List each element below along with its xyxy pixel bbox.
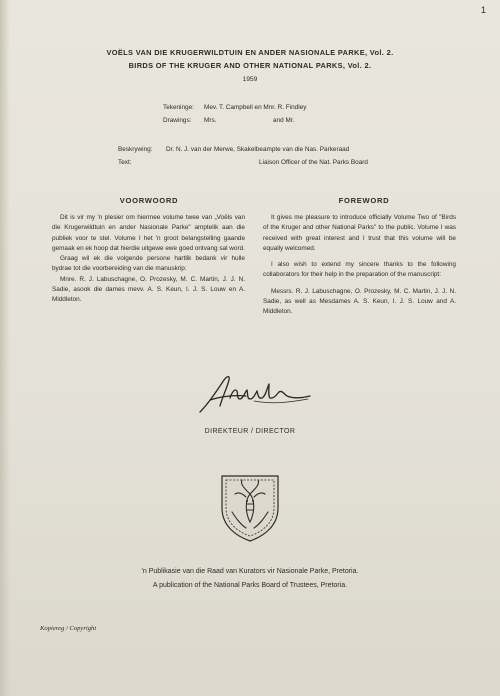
publication-afrikaans: 'n Publikasie van die Raad van Kurators vir Nasionale Parke, Pretoria. <box>141 568 359 575</box>
drawings-label-af: Tekeninge: <box>163 104 194 111</box>
voorwoord-paragraph: Graag wil ek die volgende persone hartlik bedank vir hulle bydrae tot die voorbereiding van die manuskrip: <box>52 255 245 273</box>
text-label-af: Beskrywing: <box>118 146 153 153</box>
voorwoord-column <box>52 213 245 306</box>
text-value-af: Dr. N. J. van der Merwe, Skakelbeampte van die Nas. Parkeraad <box>166 146 350 153</box>
foreword-paragraph: I also wish to extend my sincere thanks to the following collaborators for their help in the preparation of the manuscript: <box>263 261 456 279</box>
director-label: DIREKTEUR / DIRECTOR <box>204 428 296 435</box>
foreword-paragraph: It gives me pleasure to introduce officially Volume Two of "Birds of the Kruger and other National Parks" to the public. Volume I was received with great interest and I trust that this volume will be equally welcomed. <box>263 214 456 252</box>
drawings-value-en-2: and Mr. <box>273 117 295 124</box>
foreword-column <box>263 213 456 318</box>
page-number: 1 <box>480 5 486 15</box>
publication-year: 1959 <box>242 76 258 83</box>
voorwoord-paragraph: Mnre. R. J. Labuschagne, O. Prozesky, M. C. Martin, J. J. N. Sadie, asook die dames mevv. A. S. Keun, I. J. S. Louw en A. Middleton. <box>52 275 245 304</box>
title-afrikaans: VOËLS VAN DIE KRUGERWILDTUIN EN ANDER NASIONALE PARKE, Vol. 2. <box>106 48 394 57</box>
voorwoord-heading: VOORWOORD <box>119 196 179 205</box>
foreword-paragraph: Messrs. R. J. Labuschagne, O. Prozesky, M. C. Martin, J. J. N. Sadie, as well as Mesdames A. S. Keun, I. J. S. Louw and A. Middleton. <box>263 287 456 316</box>
copyright-notice: Kopiereg / Copyright <box>40 625 97 632</box>
national-parks-emblem-icon <box>218 472 282 544</box>
drawings-label-en: Drawings: <box>163 117 192 124</box>
text-label-en: Text: <box>118 159 132 166</box>
drawings-value-en-1: Mrs. <box>204 117 217 124</box>
voorwoord-paragraph: Dit is vir my 'n plesier om hiermee volume twee van „Voëls van die Krugerwildtuin en ander Nasionale Parke" amptelik aan die publiek voor te stel. Volume I het 'n groot belangstelling gaande gemaak en ek hoop dat hierdie uitgewe ewe goed ontvang sal word. <box>52 214 245 252</box>
publication-english: A publication of the National Parks Board of Trustees, Pretoria. <box>152 582 348 589</box>
text-value-en: Liaison Officer of the Nat. Parks Board <box>259 159 368 166</box>
director-signature <box>194 368 314 418</box>
foreword-heading: FOREWORD <box>338 196 390 205</box>
drawings-value-af: Mev. T. Campbell en Mnr. R. Findley <box>204 104 307 111</box>
title-english: BIRDS OF THE KRUGER AND OTHER NATIONAL PARKS, Vol. 2. <box>128 61 372 70</box>
